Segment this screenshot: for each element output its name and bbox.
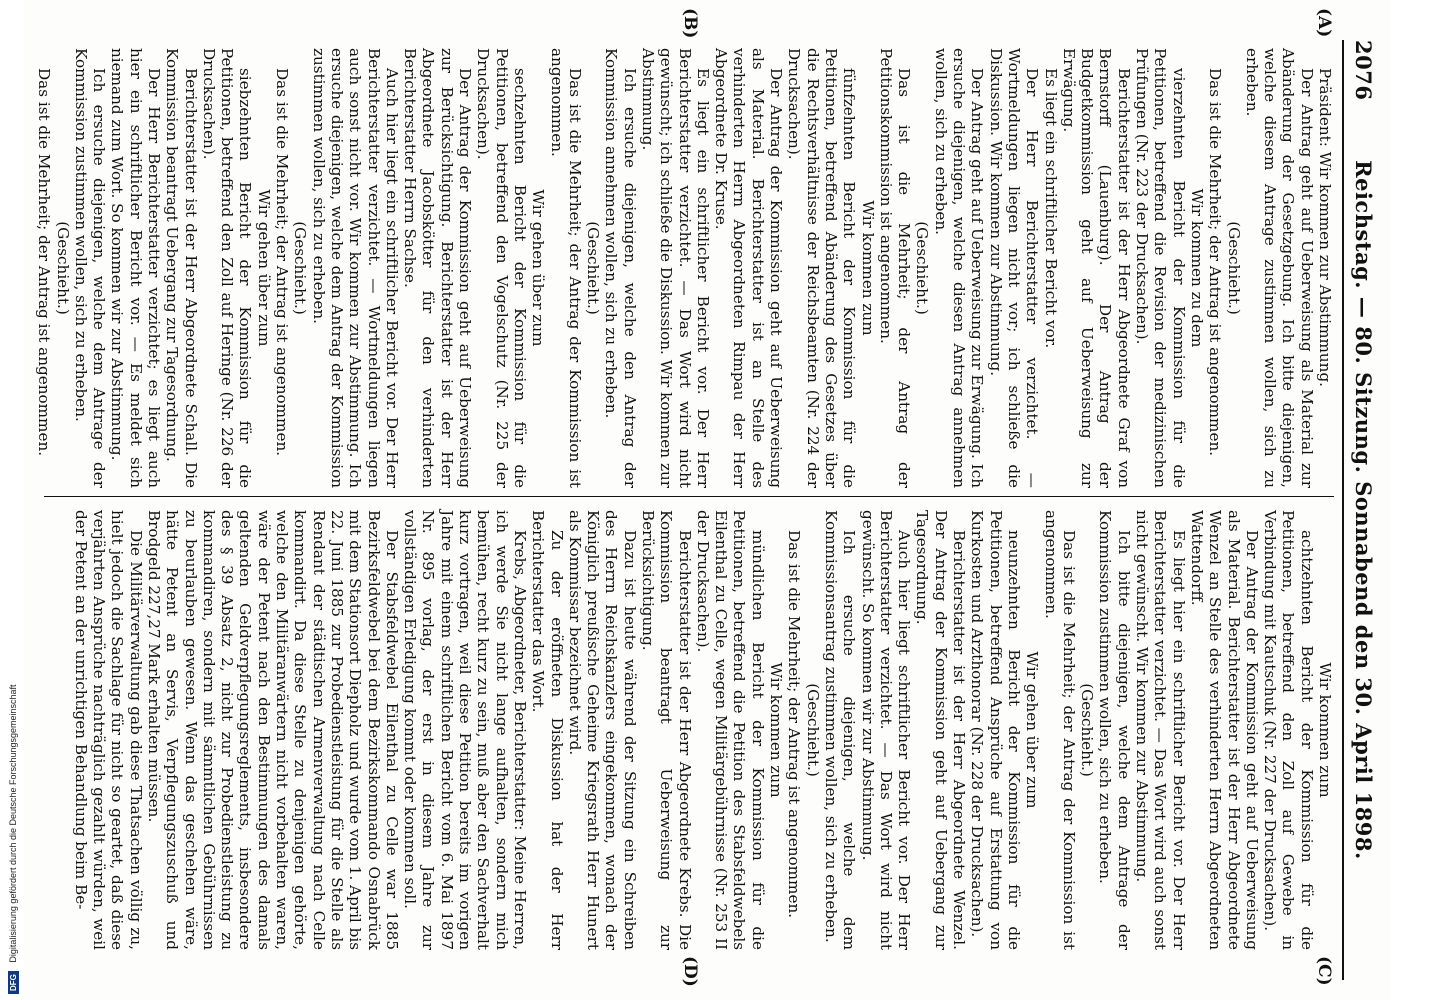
- paragraph: Wir kommen zu dem: [1187, 188, 1206, 348]
- paragraph: Ich bitte diejenigen, welche dem Antrage der Kommission zustimmen wollen, sich zu erheben.: [1096, 510, 1133, 950]
- paragraph: Der Antrag geht auf Ueberweisung zur Erwägung. Ich ersuche diejenigen, welche diesen Antrag annehmen wollen, sich zu erheben.: [931, 48, 987, 488]
- page-number: 2076: [1351, 40, 1376, 101]
- paragraph: Ich ersuche diejenigen, welche dem Kommissionsantrag zustimmen wollen, sich zu erheben.: [821, 510, 859, 950]
- paragraph: Auch hier liegt ein schriftlicher Bericht vor. Der Herr Berichterstatter verzichtet. — Wortmeldungen liegen auch sonst nicht vor. Wir kommen zur Abstimmung. Ich ersuche diejenigen, welche dem Antrag der Kommission zustimmen wollen, sich zu erheben.: [309, 48, 401, 488]
- footer-text: Digitalisierung gefördert durch die Deutsche Forschungsgemeinschaft: [8, 684, 18, 963]
- header-rule: [1342, 40, 1344, 980]
- paragraph: (Geschieht.): [1078, 683, 1097, 777]
- paragraph: (Geschieht.): [913, 221, 932, 315]
- paragraph: Der Stabsfeldwebel Eilenthal zu Celle war 1885 Bezirksfeldwebel bei dem Bezirkskommando Osnabrück mit dem Stationsort Diepholz und wurde vom 1. April bis 22. Juni 1885 zur Probedienstleistung für die Stelle als Rendant der städtischen Armenverwaltung nach Celle kommandirt. Da diese Stelle zu denjenigen gehörte, welche den Militäranwärtern nicht vorbehalten waren, wäre der Petent nach den Bestimmungen des damals geltenden Geldverpflegungsreglements, insbesondere des § 39 Absatz 2, nicht zur Probedienstleistung zu kommandiren, sondern mit sämmtlichen Gebührnissen zu beurlauben gewesen. Wenn das geschehen wäre, hätte Petent an Servis, Verpflegungszuschuß und Brodgeld 227,27 Mark erhalten müssen.: [145, 510, 401, 950]
- paragraph: sechzehnten Bericht der Kommission für die Petitionen, betreffend den Vogelschutz (Nr. 225 der Drucksachen).: [474, 48, 529, 488]
- paragraph: (Geschieht.): [53, 221, 72, 315]
- margin-marker-a: (A): [1314, 8, 1334, 38]
- paragraph: achtzehnten Bericht der Kommission für die Petitionen, betreffend den Zoll auf Gewebe in Verbindung mit Kautschuk (Nr. 227 der Drucksachen).: [1261, 510, 1316, 950]
- paragraph: Zu der eröffneten Diskussion hat der Herr Berichterstatter das Wort.: [529, 510, 566, 950]
- paragraph: Berichterstatter ist der Herr Abgeordnete Krebs. Die Kommission beantragt Ueberweisung zur Berücksichtigung.: [639, 510, 694, 950]
- paragraph: Die Militärverwaltung gab diese Thatsachen völlig zu, hielt jedoch die Sachlage für nicht so geartet, daß diese verjährten Ansprüche nachträglich gezahlt würden, weil der Petent an der unrichtigen Behandlung beim Be-: [71, 510, 145, 950]
- paragraph: Der Antrag der Kommission geht auf Ueberweisung als Material. Berichterstatter ist der Herr Abgeordnete Wenzel an Stelle des verhinderten Herrn Abgeordneten Wattendorff.: [1187, 510, 1261, 950]
- paragraph: Ich ersuche diejenigen, welche dem Antrage der Kommission zustimmen wollen, sich zu erheben.: [71, 48, 109, 488]
- right-text-column: [72, 510, 1334, 950]
- paragraph: Es liegt hier ein schriftlicher Bericht vor. Der Herr Berichterstatter verzichtet. — Das Wort wird auch sonst nicht gewünscht. Wir kommen zur Abstimmung.: [1133, 510, 1188, 950]
- paragraph: Auch hier liegt schriftlicher Bericht vor. Der Herr Berichterstatter verzichtet. — Das Wort wird nicht gewünscht. So kommen wir zur Abstimmung.: [858, 510, 914, 950]
- margin-marker-d: (D): [680, 956, 700, 987]
- margin-marker-b: (B): [680, 8, 700, 39]
- paragraph: Wir gehen über zum: [254, 189, 273, 347]
- paragraph: Der Herr Berichterstatter verzichtet; es liegt auch hier ein schriftlicher Bericht vor. — Es meldet sich niemand zum Wort. So kommen wir zur Abstimmung.: [108, 48, 163, 488]
- paragraph: Berichterstatter ist der Herr Abgeordnete Schall. Die Kommission beantragt Uebergang zur Tagesordnung.: [163, 48, 200, 488]
- paragraph: Wir kommen zum: [767, 662, 786, 798]
- paragraph: (Geschieht.): [1224, 221, 1243, 315]
- paragraph: Das ist die Mehrheit; der Antrag ist angenommen.: [1206, 68, 1225, 457]
- paragraph: (Geschieht.): [584, 221, 603, 315]
- paragraph: Das ist die Mehrheit; der Antrag ist angenommen.: [785, 530, 804, 919]
- page-header: [1346, 40, 1376, 980]
- paragraph: Ich ersuche diejenigen, welche den Antrag der Kommission annehmen wollen, sich zu erheben.: [602, 48, 639, 488]
- dfg-logo: DFG: [8, 971, 19, 994]
- paragraph: siebzehnten Bericht der Kommission für die Petitionen, betreffend den Zoll auf Heringe (Nr. 226 der Drucksachen).: [199, 48, 255, 488]
- paragraph: Wir kommen zum: [858, 200, 877, 336]
- paragraph: Der Herr Berichterstatter verzichtet. — Wortmeldungen liegen nicht vor; ich schließe die Diskussion. Wir kommen zur Abstimmung.: [986, 48, 1042, 488]
- paragraph: Das ist die Mehrheit; der Antrag der Kommission ist angenommen.: [547, 48, 584, 488]
- paragraph: Wir gehen über zum: [1023, 651, 1042, 809]
- page-title: Reichstag. — 80. Sitzung. Sonnabend den 30. April 1898.: [1351, 160, 1376, 860]
- paragraph: Präsident: Wir kommen zur Abstimmung.: [1316, 68, 1334, 387]
- paragraph: Es liegt ein schriftlicher Bericht vor. Der Herr Berichterstatter verzichtet. — Das Wort wird nicht gewünscht; ich schließe die Diskussion. Wir kommen zur Abstimmung.: [639, 48, 712, 488]
- paragraph: Das ist die Mehrheit; der Antrag der Kommission ist angenommen.: [1041, 510, 1078, 950]
- paragraph: fünfzehnten Bericht der Kommission für die Petitionen, betreffend Abänderung des Gesetzes über die Rechtsverhältnisse der Reichsbeamten (Nr. 224 der Drucksachen).: [785, 48, 859, 488]
- rotated-newspaper-page: [24, 0, 1390, 1000]
- column-divider: [44, 496, 1334, 497]
- paragraph: Wir gehen über zum: [529, 189, 548, 347]
- paragraph: Dazu ist heute während der Sitzung ein Schreiben des Herrn Reichskanzlers eingekommen, wonach der Königlich preußische Geheime Kriegsrath Herr Hunert als Kommissar bezeichnet wird.: [565, 510, 639, 950]
- paragraph: Es liegt ein schriftlicher Bericht vor.: [1041, 68, 1060, 349]
- paragraph: Das ist die Mehrheit; der Antrag der Petitionskommission ist angenommen.: [876, 48, 914, 488]
- paragraph: Berichterstatter ist der Herr Abgeordnete Graf von Bernstorff (Lauenburg). Der Antrag der Budgetkommission geht auf Ueberweisung zur Erwägung.: [1059, 48, 1133, 488]
- paragraph: Der Antrag der Kommission geht auf Ueberweisung als Material. Berichterstatter ist an Stelle des verhinderten Herrn Abgeordneten Rimpau der Herr Abgeordnete Dr. Kruse.: [712, 48, 786, 488]
- paragraph: neunzehnten Bericht der Kommission für die Petitionen, betreffend Ansprüche auf Erstattung von Kurkosten und Arzthonorar (Nr. 228 der Drucksachen).: [968, 510, 1023, 950]
- paragraph: Krebs, Abgeordneter, Berichterstatter: Meine Herren, ich werde Sie nicht lange aufhalten, sondern mich bemühen, recht kurz zu sein, muß aber den Sachverhalt kurz vortragen, weil diese Petition bereits im vorigen Jahre mit einem schriftlichen Bericht vom 6. Mai 1897 Nr. 895 vorlag, der erst in diesem Jahre zur vollständigen Erledigung kommt oder kommen soll.: [401, 510, 529, 950]
- paragraph: Das ist die Mehrheit; der Antrag ist angenommen.: [273, 68, 292, 457]
- paragraph: (Geschieht.): [803, 683, 822, 777]
- paragraph: Wir kommen zum: [1316, 662, 1334, 798]
- paragraph: Das ist die Mehrheit; der Antrag ist angenommen.: [35, 68, 54, 457]
- paragraph: mündlichen Bericht der Kommission für die Petitionen, betreffend die Petition des Stabsfeldwebels Eilenthal zu Celle, wegen Militärgebührnisse (Nr. 253 II der Drucksachen).: [693, 510, 767, 950]
- left-text-column: [35, 48, 1334, 488]
- paragraph: (Geschieht.): [291, 221, 310, 315]
- margin-marker-c: (C): [1314, 956, 1334, 986]
- paragraph: Der Antrag der Kommission geht auf Ueberweisung zur Berücksichtigung. Berichterstatter ist der Herr Abgeordnete Jacobskötter für den verhinderten Berichterstatter Herrn Sachse.: [401, 48, 475, 488]
- digitization-footer: [8, 0, 28, 1000]
- paragraph: Der Antrag geht auf Ueberweisung als Material zur Abänderung der Gesetzgebung. Ich bitte diejenigen, welche diesem Antrage zustimmen wollen, sich zu erheben.: [1242, 48, 1316, 488]
- paragraph: Berichterstatter ist der Herr Abgeordnete Wenzel. Der Antrag der Kommission geht auf Uebergang zur Tagesordnung.: [913, 510, 969, 950]
- paragraph: vierzehnten Bericht der Kommission für die Petitionen, betreffend die Revision der medizinischen Prüfungen (Nr. 223 der Drucksachen).: [1133, 48, 1188, 488]
